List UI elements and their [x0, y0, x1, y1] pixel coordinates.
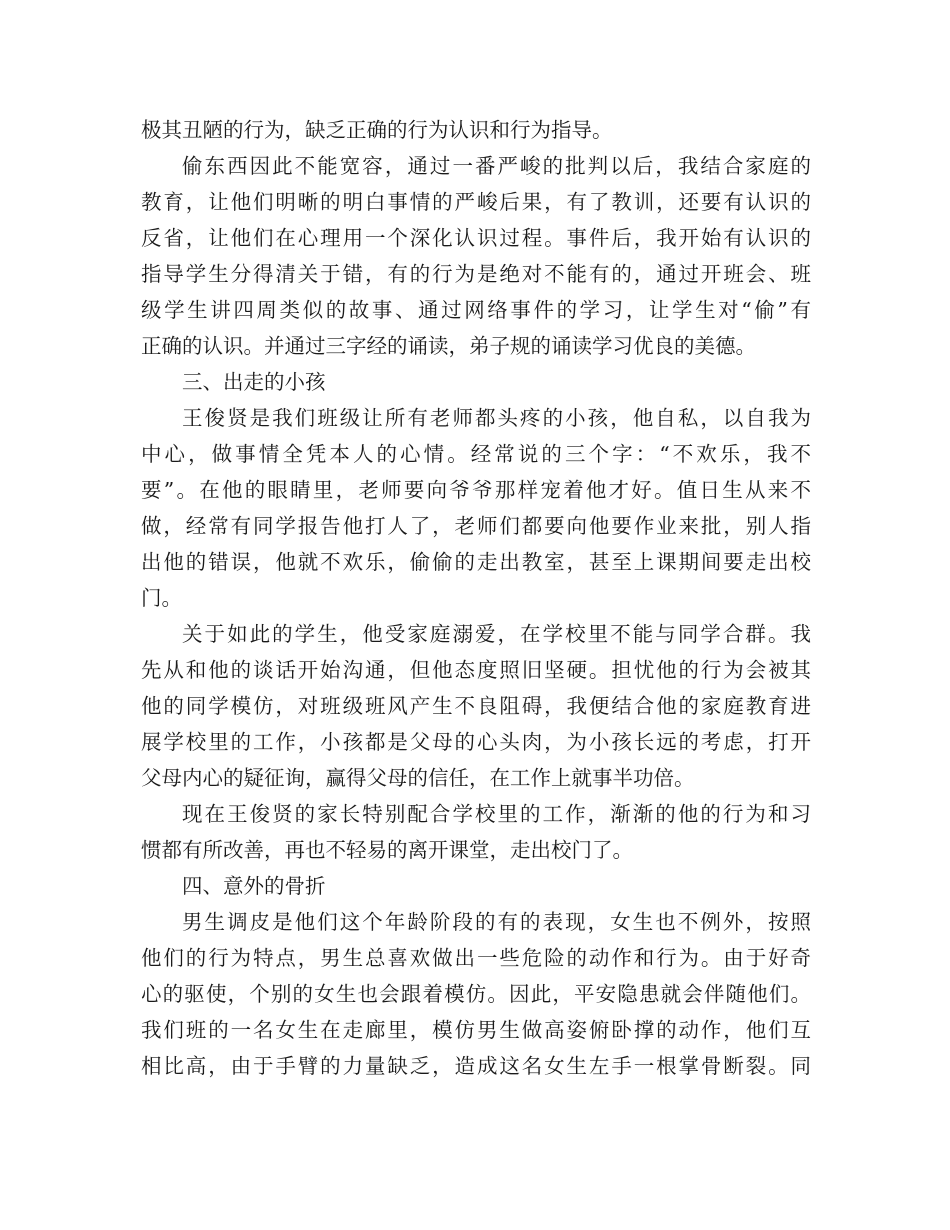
text-line: 指导学生分得清关于错，有的行为是绝对不能有的，通过开班会、班 — [141, 262, 811, 286]
text-line: 级学生讲四周类似的故事、通过网络事件的学习，让学生对“偷”有 — [141, 298, 811, 322]
text-line: 出他的错误，他就不欢乐，偷偷的走出教室，甚至上课期间要走出校 — [141, 550, 811, 574]
text-line: 正确的认识。并通过三字经的诵读，弟子规的诵读学习优良的美德。 — [141, 334, 756, 358]
text-line: 他们的行为特点，男生总喜欢做出一些危险的动作和行为。由于好奇 — [141, 946, 811, 970]
text-line: 极其丑陋的行为，缺乏正确的行为认识和行为指导。 — [141, 118, 613, 142]
text-line: 关于如此的学生，他受家庭溺爱，在学校里不能与同学合群。我 — [182, 622, 811, 646]
text-line: 先从和他的谈话开始沟通，但他态度照旧坚硬。担忧他的行为会被其 — [141, 658, 811, 682]
text-line: 三、出走的小孩 — [182, 370, 326, 394]
text-line: 门。 — [141, 586, 182, 610]
text-line: 心的驱使，个别的女生也会跟着模仿。因此，平安隐患就会伴随他们。 — [141, 982, 811, 1006]
text-line: 现在王俊贤的家长特别配合学校里的工作，渐渐的他的行为和习 — [182, 802, 811, 826]
text-line: 男生调皮是他们这个年龄阶段的有的表现，女生也不例外，按照 — [182, 910, 811, 934]
text-line: 王俊贤是我们班级让所有老师都头疼的小孩，他自私，以自我为 — [182, 406, 811, 430]
text-line: 要”。在他的眼睛里，老师要向爷爷那样宠着他才好。值日生从来不 — [141, 478, 811, 502]
text-line: 相比高，由于手臂的力量缺乏，造成这名女生左手一根掌骨断裂。同 — [141, 1054, 811, 1078]
text-line: 偷东西因此不能宽容，通过一番严峻的批判以后，我结合家庭的 — [182, 154, 811, 178]
text-line: 教育，让他们明晰的明白事情的严峻后果，有了教训，还要有认识的 — [141, 190, 811, 214]
text-line: 做，经常有同学报告他打人了，老师们都要向他要作业来批，别人指 — [141, 514, 811, 538]
text-line: 反省，让他们在心理用一个深化认识过程。事件后，我开始有认识的 — [141, 226, 811, 250]
text-line: 惯都有所改善，再也不轻易的离开课堂，走出校门了。 — [141, 838, 633, 862]
text-line: 他的同学模仿，对班级班风产生不良阻碍，我便结合他的家庭教育进 — [141, 694, 811, 718]
text-line: 四、意外的骨折 — [182, 874, 326, 898]
text-line: 父母内心的疑征询，赢得父母的信任，在工作上就事半功倍。 — [141, 766, 695, 790]
document-body — [141, 112, 811, 1084]
text-line: 我们班的一名女生在走廊里，模仿男生做高姿俯卧撑的动作，他们互 — [141, 1018, 811, 1042]
text-line: 中心，做事情全凭本人的心情。经常说的三个字：“不欢乐，我不 — [141, 442, 811, 466]
text-line: 展学校里的工作，小孩都是父母的心头肉，为小孩长远的考虑，打开 — [141, 730, 811, 754]
